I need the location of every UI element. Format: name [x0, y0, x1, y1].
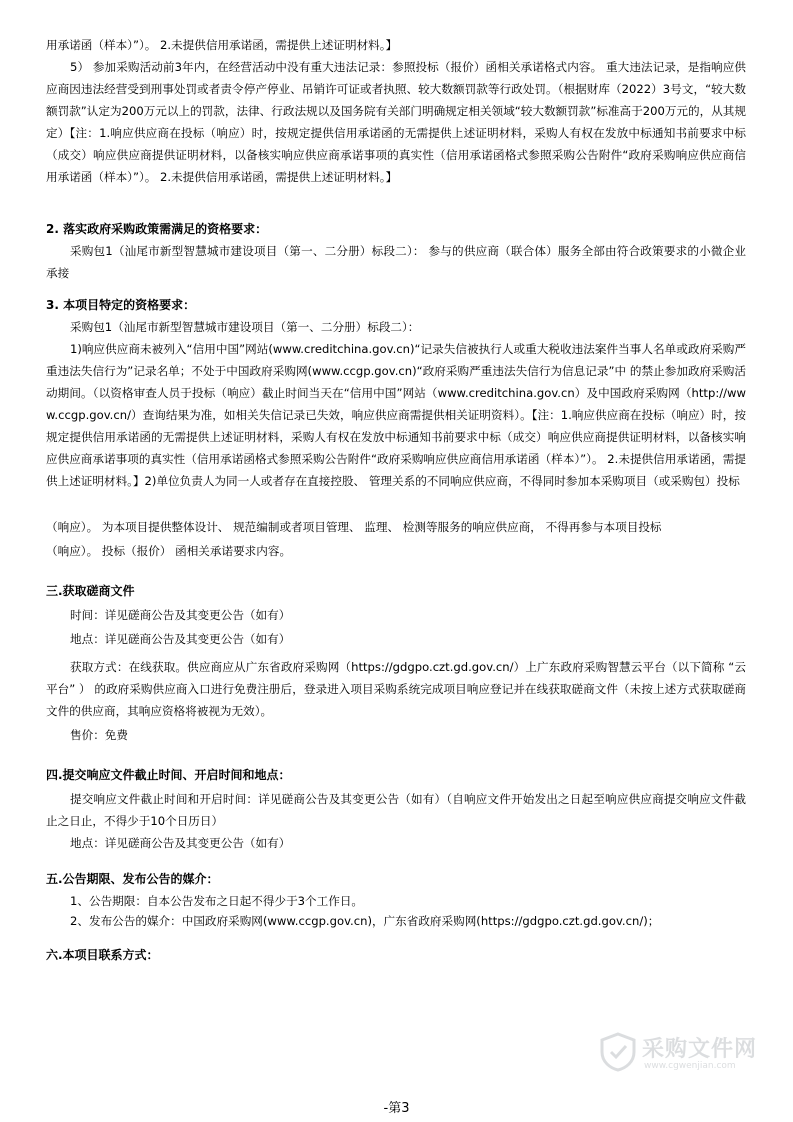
paragraph-credit-requirements: 1)响应供应商未被列入“信用中国”网站(www.creditchina.gov.cn)“记录失信被执行人或重大税收违法案件当事人名单或政府采购严重违法失信行为”记录名单；不处于中国政府采购网(www.ccgp.gov.cn)“政府采购严重违法失信行为信息记录”中 的禁止参加政府采购活动期间。（以资格审查人员于投标（响应）截止时间当天在“信用中国”网站（www.creditchina.gov.cn）及中国政府采购网（http://www.ccgp.gov.cn/）查询结果为准，如相关失信记录已失效，响应供应商需提供相关证明资料）。【注：1.响应供应商在投标（响应）时，按规定提供信用承诺函的无需提供上述证明材料，采购人有权在发放中标通知书前要求中标（成交）响应供应商提供证明材料，以备核实响应供应商承诺事项的真实性（信用承诺函格式参照采购公告附件“政府采购响应供应商信用承诺函（样本）”）。 2.未提供信用承诺函，需提供上述证明材料。】2)单位负责人为同一人或者存在直接控股、 管理关系的不同响应供应商，不得同时参加本采购项目（或采购包）投标 [46, 342, 746, 488]
paragraph-submission-time: 提交响应文件截止时间和开启时间：详见磋商公告及其变更公告（如有）（自响应文件开始发出之日起至响应供应商提交响应文件截止之日止，不得少于10个日历日） [46, 792, 746, 828]
heading-contact-info: 六.本项目联系方式： [46, 948, 159, 962]
paragraph-response-two: （响应）。 投标（报价） 函相关承诺要求内容。 [46, 544, 292, 558]
paragraph-major-violation: 5） 参加采购活动前3年内，在经营活动中没有重大违法记录：参照投标（报价）函相关承诺格式内容。 重大违法记录，是指响应供应商因违法经营受到刑事处罚或者责令停产停业、吊销许可证或者执照、较大数额罚款等行政处罚。（根据财库（2022）3号文，“较大数额罚款”认定为200万元以上的罚款，法律、行政法规以及国务院有关部门明确规定相关领域“较大数额罚款”标准高于200万元的，从其规定）【注：1.响应供应商在投标（响应）时，按规定提供信用承诺函的无需提供上述证明材料，采购人有权在发放中标通知书前要求中标（成交）响应供应商提供证明材料，以备核实响应供应商承诺事项的真实性（信用承诺函格式参照采购公告附件“政府采购响应供应商信用承诺函（样本）”）。 2.未提供信用承诺函，需提供上述证明材料。】 [46, 60, 746, 184]
heading-policy-requirements: 2. 落实政府采购政策需满足的资格要求： [46, 222, 268, 236]
heading-announcement-period: 五.公告期限、发布公告的媒介： [46, 872, 219, 886]
paragraph-announcement-media: 2、发布公告的媒介：中国政府采购网(www.ccgp.gov.cn)，广东省政府采购网(https://gdgpo.czt.gd.gov.cn/)； [70, 914, 660, 928]
heading-obtain-documents: 三.获取磋商文件 [46, 584, 135, 598]
paragraph-package-title: 采购包1（汕尾市新型智慧城市建设项目（第一、二分册）标段二）： [70, 320, 420, 334]
shield-logo-icon [598, 1032, 638, 1072]
paragraph-policy-package: 采购包1（汕尾市新型智慧城市建设项目（第一、二分册）标段二）： 参与的供应商（联合体）服务全部由符合政策要求的小微企业承接 [46, 244, 746, 280]
paragraph-submission-place: 地点：详见磋商公告及其变更公告（如有） [70, 836, 291, 850]
paragraph-price: 售价：免费 [70, 728, 128, 742]
paragraph-obtain-time: 时间：详见磋商公告及其变更公告（如有） [70, 608, 291, 622]
page-number: -第3 [383, 1101, 410, 1116]
watermark-title: 采购文件网 [642, 1037, 758, 1062]
heading-specific-requirements: 3. 本项目特定的资格要求： [46, 298, 196, 312]
heading-submission-deadline: 四.提交响应文件截止时间、开启时间和地点： [46, 768, 291, 782]
paragraph-obtain-place: 地点：详见磋商公告及其变更公告（如有） [70, 632, 291, 646]
paragraph-announcement-period: 1、公告期限：自本公告发布之日起不得少于3个工作日。 [70, 894, 364, 908]
watermark [598, 1030, 758, 1074]
paragraph-response-one: （响应）。 为本项目提供整体设计、 规范编制或者项目管理、 监理、 检测等服务的响应供应商， 不得再参与本项目投标 [46, 520, 662, 534]
paragraph-continuation: 用承诺函（样本）”）。 2.未提供信用承诺函，需提供上述证明材料。】 [46, 38, 398, 52]
paragraph-obtain-method: 获取方式：在线获取。供应商应从广东省政府采购网（https://gdgpo.czt.gd.gov.cn/）上广东政府采购智慧云平台（以下简称 “云平台” ） 的政府采购供应商入口进行免费注册后，登录进入项目采购系统完成项目响应登记并在线获取磋商文件（未按上述方式获取磋商文件的供应商，其响应资格将被视为无效）。 [46, 660, 746, 718]
watermark-url: www.cgwenjian.com [644, 1061, 736, 1071]
